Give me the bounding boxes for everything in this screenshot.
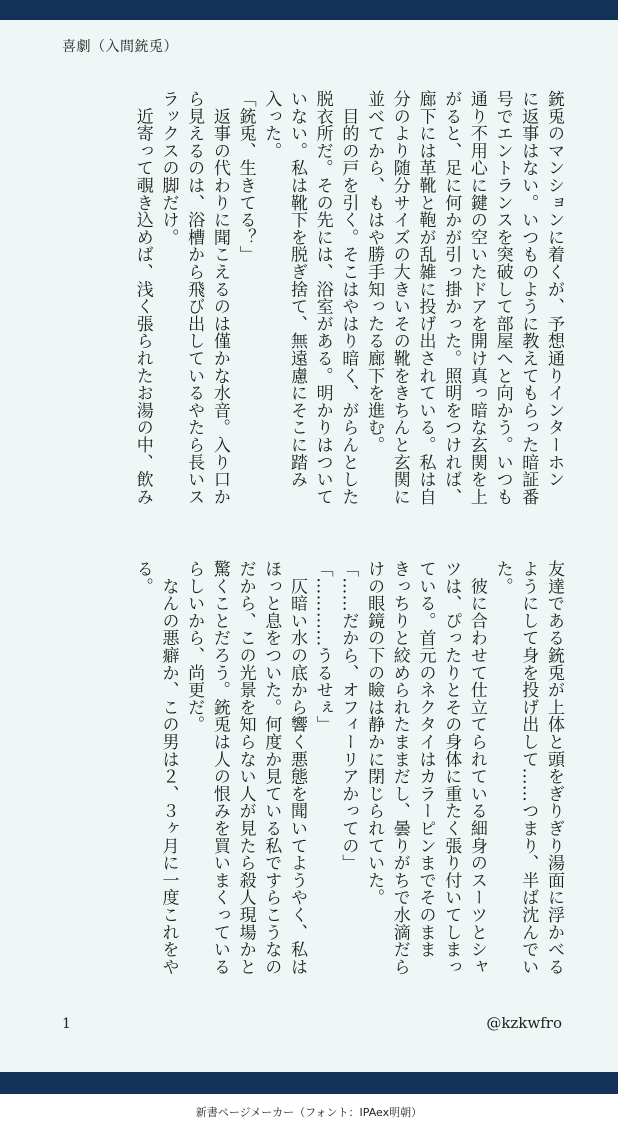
text-line: だから、この光景を知らない人が見たら殺人現場かと: [235, 560, 256, 976]
book-page: [0, 20, 618, 1072]
text-line: 銃兎のマンションに着くが、予想通りインターホン: [544, 90, 564, 488]
text-line: る。: [132, 560, 153, 595]
text-line: た。: [492, 560, 513, 595]
author-handle: @kzkwfro: [486, 1014, 562, 1032]
text-line: いない。私は靴下を脱ぎ捨て、無遠慮にそこに踏み: [286, 90, 307, 488]
text-line: 目的の戸を引く。そこはやはり暗く、がらんとした: [338, 90, 359, 506]
text-line: ら見えるのは、浴槽から飛び出しているやたら長いス: [184, 90, 205, 506]
text-line: けの眼鏡の下の瞼は静かに閉じられていた。: [364, 560, 385, 906]
text-line: がると、足に何かが引っ掛かった。照明をつければ、: [441, 90, 462, 506]
text-line: ている。首元のネクタイはカラーピンまでそのまま: [415, 560, 436, 958]
text-line: ほっと息をついた。何度か見ている私ですらこうなの: [261, 560, 282, 976]
text-line: 驚くことだろう。銃兎は人の恨みを買いまくっている: [209, 560, 230, 976]
text-line: 友達である銃兎が上体と頭をぎりぎり湯面に浮かべる: [544, 560, 564, 976]
text-line: 返事の代わりに聞こえるのは僅かな水音。入り口か: [209, 90, 230, 506]
text-line: 並べてから、もはや勝手知ったる廊下を進む。: [364, 90, 385, 454]
text-line: ようにして身を投げ出して……つまり、半ば沈んでい: [518, 560, 539, 976]
text-line: 仄暗い水の底から響く悪態を聞いてようやく、私は: [286, 560, 307, 976]
text-line: 「…………うるせぇ」: [312, 560, 333, 733]
text-line: 入った。: [261, 90, 282, 160]
text-line: なんの悪癖か、この男は２、３ヶ月に一度これをや: [158, 560, 179, 976]
text-line: 分のより随分サイズの大きいその靴をきちんと玄関に: [389, 90, 410, 506]
text-line: ラックスの脚だけ。: [158, 90, 179, 246]
text-line: 彼に合わせて仕立てられている細身のスーツとシャ: [466, 560, 487, 976]
text-column-bottom: [54, 560, 566, 980]
text-column-top: [54, 90, 566, 510]
text-line: ツは、ぴったりとその身体に重たく張り付いてしまっ: [441, 560, 462, 976]
text-line: 「……だから、オフィーリアかっての」: [338, 560, 359, 872]
text-line: 脱衣所だ。その先には、浴室がある。明かりはついて: [312, 90, 333, 506]
text-line: 「銃兎、生きてる？」: [235, 90, 256, 263]
text-line: 通り不用心に鍵の空いたドアを開け真っ暗な玄関を上: [466, 90, 487, 506]
text-line: らしいから、尚更だ。: [184, 560, 205, 733]
text-line: 近寄って覗き込めば、浅く張られたお湯の中、飲み: [132, 90, 153, 506]
text-line: に返事はない。いつものように教えてもらった暗証番: [518, 90, 539, 506]
header-title: 喜劇（入間銃兎）: [62, 39, 178, 55]
page-number: 1: [62, 1016, 71, 1032]
text-line: 廊下には革靴と鞄が乱雑に投げ出されている。私は自: [415, 90, 436, 506]
text-line: きっちりと絞められたままだし、曇りがちで水滴だら: [389, 560, 410, 976]
footer-caption: 新書ページメーカー（フォント：IPAex明朝）: [195, 1106, 423, 1119]
text-line: 号でエントランスを突破して部屋へと向かう。いつも: [492, 90, 513, 506]
